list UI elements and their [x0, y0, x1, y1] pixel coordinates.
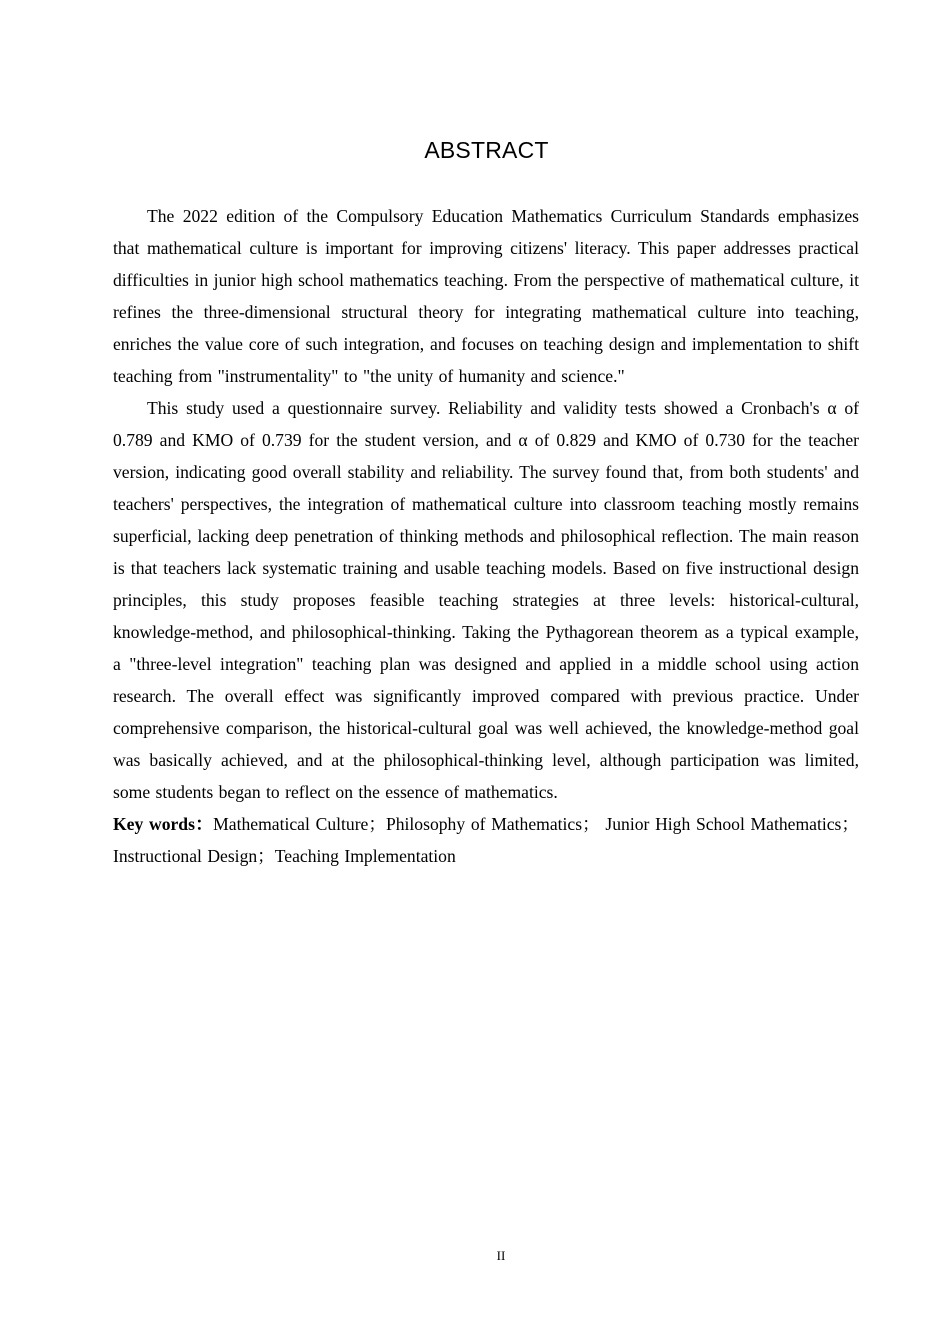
abstract-title: ABSTRACT [424, 137, 549, 163]
page-number: II [496, 1248, 506, 1263]
abstract-paragraph-2: This study used a questionnaire survey. Reliability and validity tests showed a Cronbach's α of 0.789 and KMO of 0.739 for the student version, and α of 0.829 and KMO of 0.730 for the teacher version, indicating good overall stability and reliability. The survey found that, from both students' and teachers' perspectives, the integration of mathematical culture into classroom teaching mostly remains superficial, lacking deep penetration of thinking methods and philosophical reflection. The main reason is that teachers lack systematic training and usable teaching models. Based on five instructional design principles, this study proposes feasible teaching strategies at three levels: historical-cultural, knowledge-method, and philosophical-thinking. Taking the Pythagorean theorem as a typical example, a "three-level integration" teaching plan was designed and applied in a middle school using action research. The overall effect was significantly improved compared with previous practice. Under comprehensive comparison, the historical-cultural goal was well achieved, the knowledge-method goal was basically achieved, and at the philosophical-thinking level, although participation was limited, some students began to reflect on the essence of mathematics. [113, 398, 859, 802]
keywords-line [113, 808, 859, 872]
keywords-text: Mathematical Culture；Philosophy of Mathematics； Junior High School Mathematics； Instructional Design；Teaching Implementation [113, 814, 859, 866]
abstract-paragraph-1: The 2022 edition of the Compulsory Education Mathematics Curriculum Standards emphasizes that mathematical culture is important for improving citizens' literacy. This paper addresses practical difficulties in junior high school mathematics teaching. From the perspective of mathematical culture, it refines the three-dimensional structural theory for integrating mathematical culture into teaching, enriches the value core of such integration, and focuses on teaching design and implementation to shift teaching from "instrumentality" to "the unity of humanity and science." [113, 206, 859, 386]
keywords-label: Key words： [113, 814, 214, 834]
abstract-body [113, 200, 859, 872]
